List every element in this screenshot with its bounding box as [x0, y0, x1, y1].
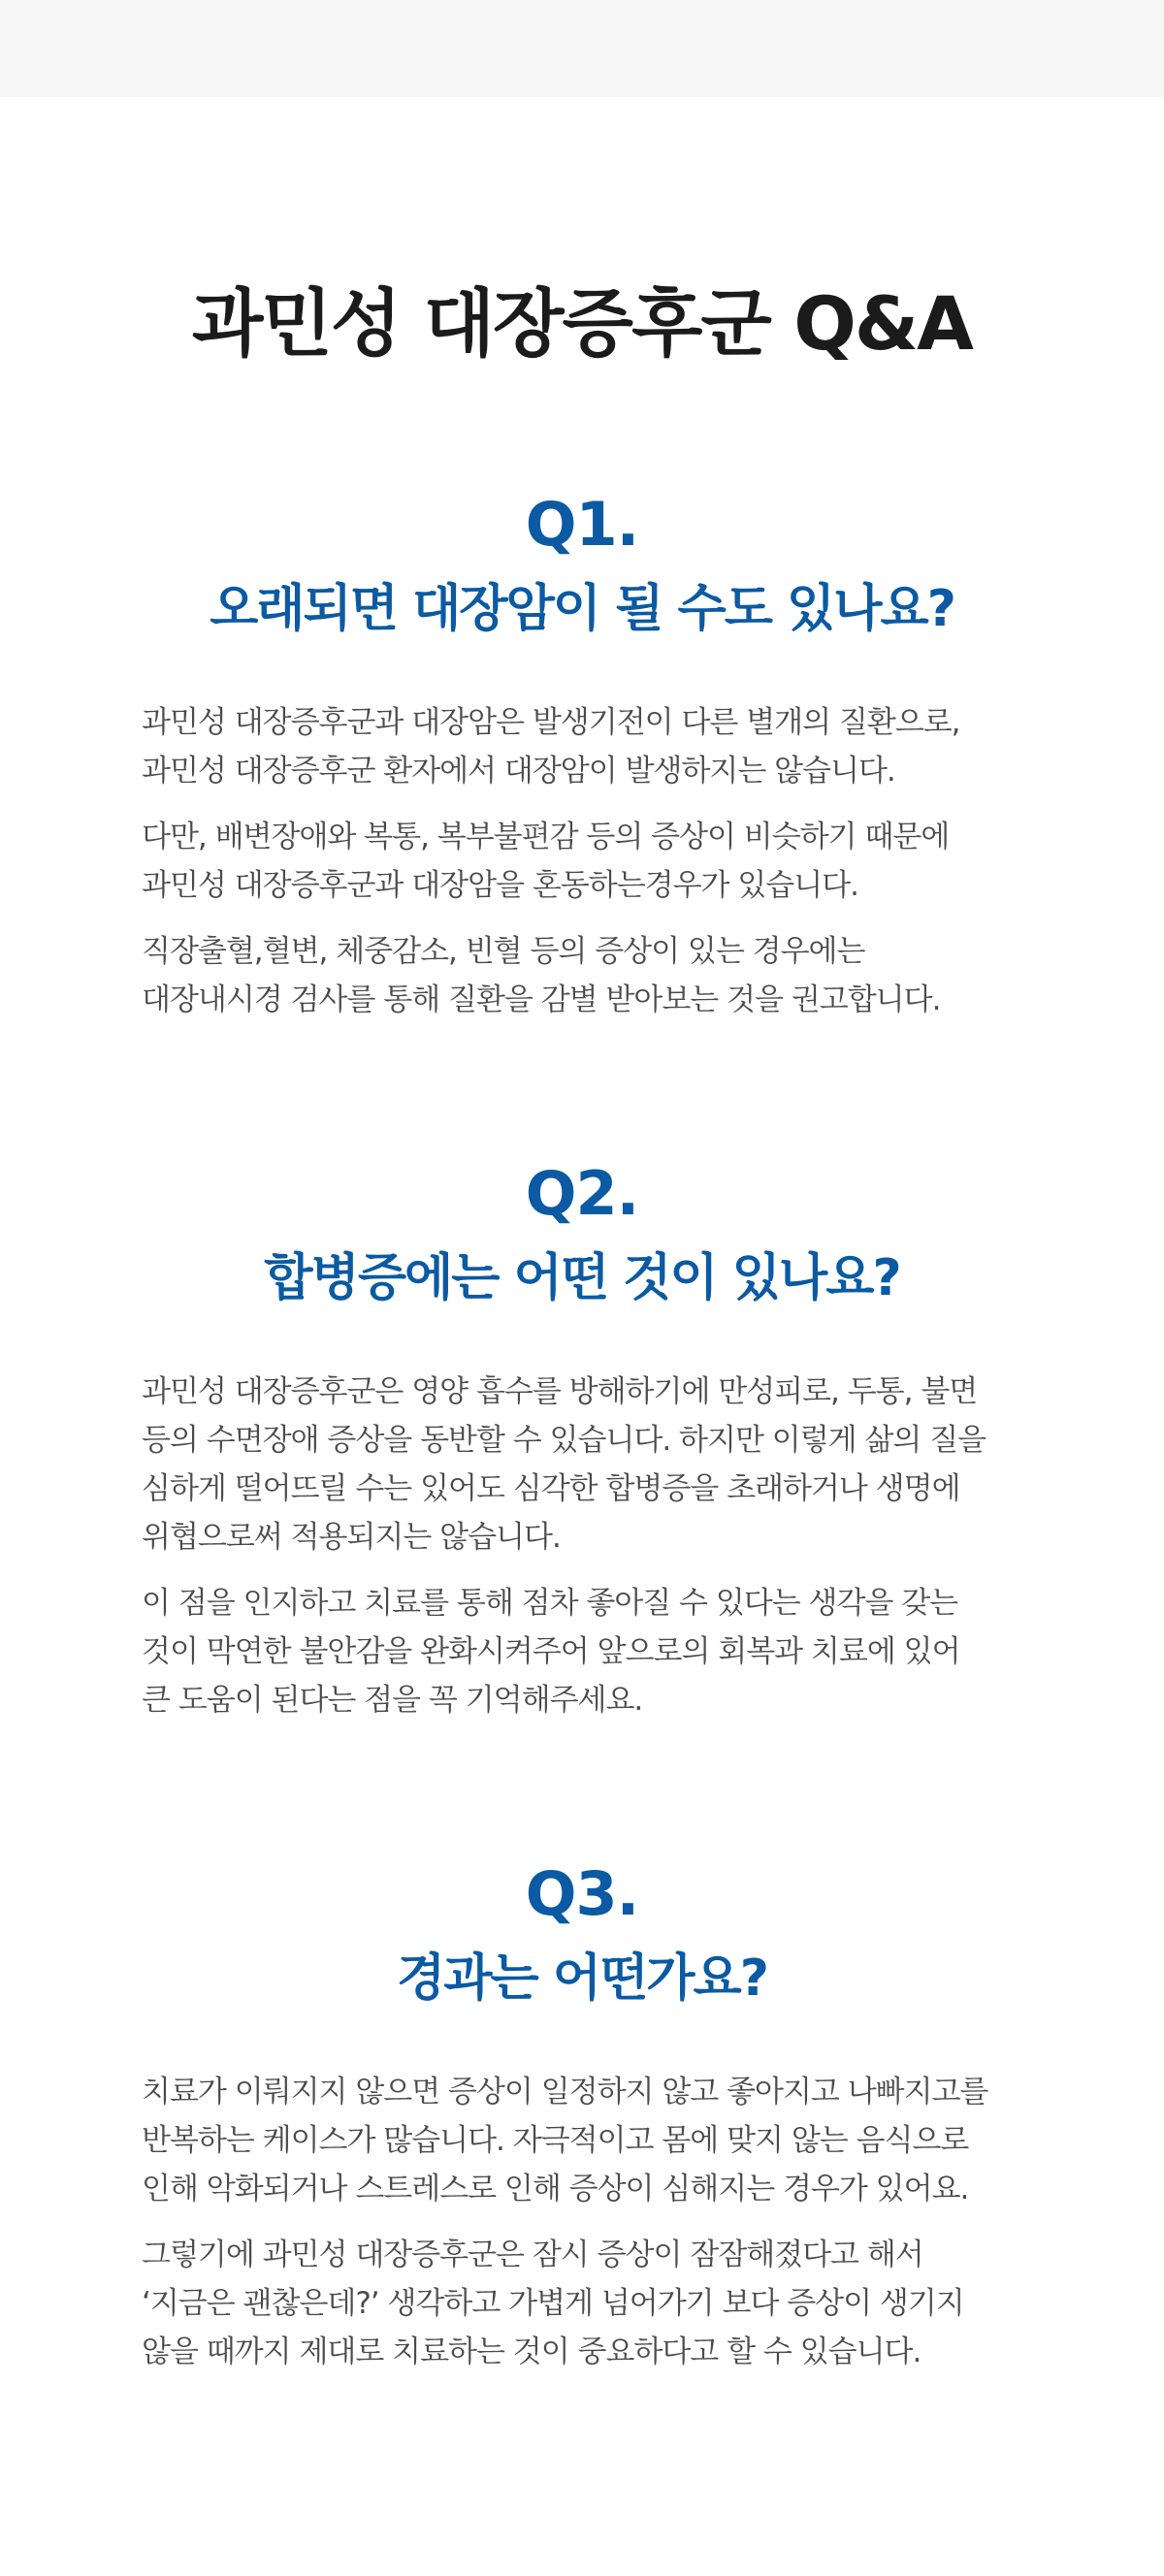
answer-block-2 [142, 1368, 1034, 1742]
answer-paragraph: 그렇기에 과민성 대장증후군은 잠시 증상이 잠잠해졌다고 해서 ‘지금은 괜찮은데?’ 생각하고 가볍게 넘어가기 보다 증상이 생기지 않을 때까지 제대로 치료하는 것이 중요하다고 할 수 있습니다. [142, 2238, 964, 2369]
qa-page [0, 97, 1164, 2576]
qa-section-3 [0, 1858, 1164, 2008]
question-number: Q1. [525, 489, 639, 560]
answer-paragraph: 다만, 배변장애와 복통, 복부불편감 등의 증상이 비슷하기 때문에 과민성 대장증후군과 대장암을 혼동하는경우가 있습니다. [142, 820, 950, 903]
page-title: 과민성 대장증후군 Q&A [192, 280, 972, 367]
qa-section-2 [0, 1158, 1164, 1307]
answer-paragraph: 치료가 이뤄지지 않으면 증상이 일정하지 않고 좋아지고 나빠지고를 반복하는 케이스가 많습니다. 자극적이고 몸에 맞지 않는 음식으로 인해 악화되거나 스트레스로 인해 증상이 심해지는 경우가 있어요. [142, 2075, 988, 2206]
answer-block-3 [142, 2068, 1034, 2394]
qa-section-1 [0, 489, 1164, 638]
question-text: 합병증에는 어떤 것이 있나요? [264, 1249, 900, 1307]
question-text: 오래되면 대장암이 될 수도 있나요? [210, 580, 954, 638]
question-number: Q3. [525, 1858, 639, 1929]
answer-paragraph: 직장출혈,혈변, 체중감소, 빈혈 등의 증상이 있는 경우에는 대장내시경 검사를 통해 질환을 감별 받아보는 것을 권고합니다. [142, 934, 941, 1017]
answer-paragraph: 이 점을 인지하고 치료를 통해 점차 좋아질 수 있다는 생각을 갖는 것이 막연한 불안감을 완화시켜주어 앞으로의 회복과 치료에 있어 큰 도움이 된다는 점을 꼭 기억해주세요. [142, 1586, 960, 1718]
question-number: Q2. [525, 1158, 639, 1229]
answer-paragraph: 과민성 대장증후군은 영양 흡수를 방해하기에 만성피로, 두통, 불면 등의 수면장애 증상을 동반할 수 있습니다. 하지만 이렇게 삶의 질을 심하게 떨어뜨릴 수는 있어도 심각한 합병증을 초래하거나 생명에 위협으로써 적용되지는 않습니다. [142, 1374, 986, 1555]
question-text: 경과는 어떤가요? [397, 1949, 767, 2008]
answer-block-1 [142, 698, 1034, 1042]
answer-paragraph: 과민성 대장증후군과 대장암은 발생기전이 다른 별개의 질환으로, 과민성 대장증후군 환자에서 대장암이 발생하지는 않습니다. [142, 705, 960, 789]
top-banner-strip [0, 0, 1164, 97]
